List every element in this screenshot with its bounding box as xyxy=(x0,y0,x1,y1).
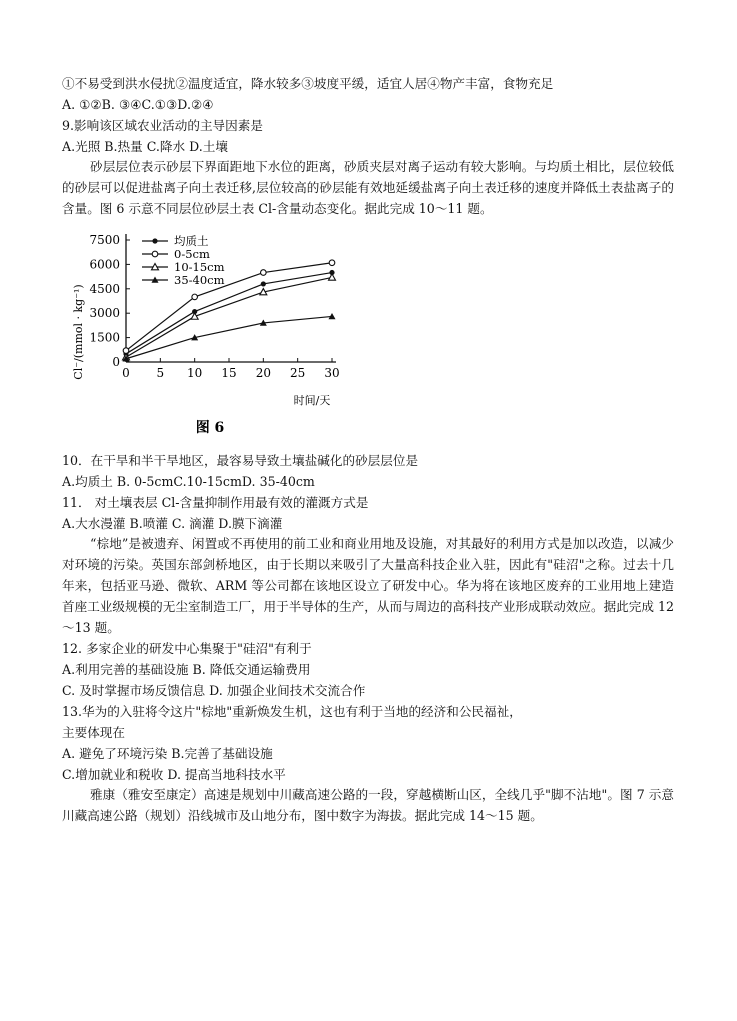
x-axis-label: 时间/天 xyxy=(293,394,331,407)
q11-stem: 11． 对土壤表层 Cl-含量抑制作用最有效的灌溉方式是 xyxy=(62,495,369,510)
legend-label: 35-40cm xyxy=(174,273,225,287)
q13-choices-row1: A. 避免了环境污染 B.完善了基础设施 xyxy=(62,746,273,761)
legend-label: 均质土 xyxy=(174,234,209,248)
q12-stem: 12. 多家企业的研发中心集聚于"硅沼"有利于 xyxy=(62,641,312,656)
series-line-2 xyxy=(126,263,332,351)
q8-options-text: ①不易受到洪水侵扰②温度适宜，降水较多③坡度平缓，适宜人居④物产丰富，食物充足 xyxy=(62,76,554,91)
q9-stem: 9.影响该区域农业活动的主导因素是 xyxy=(62,118,263,133)
q8-choices: A. ①②B. ③④C.①③D.②④ xyxy=(62,97,214,112)
x-tick-label: 30 xyxy=(324,366,340,380)
y-tick-label: 4500 xyxy=(89,281,120,296)
legend-label: 10-15cm xyxy=(174,260,225,274)
x-tick-label: 20 xyxy=(255,366,271,380)
legend-marker xyxy=(152,238,157,243)
q12-choices-row2: C. 及时掌握市场反馈信息 D. 加强企业间技术交流合作 xyxy=(62,683,366,698)
cl-content-line-chart xyxy=(62,222,352,444)
legend-marker xyxy=(152,251,158,257)
x-tick-label: 5 xyxy=(156,366,165,380)
q13-stem: 13.华为的入驻将令这片"棕地"重新焕发生机，这也有利于当地的经济和公民福祉， xyxy=(62,704,522,719)
figure-6 xyxy=(62,222,352,444)
data-point-2 xyxy=(192,294,198,300)
x-tick-label: 15 xyxy=(221,366,237,380)
x-tick-label: 25 xyxy=(290,366,306,380)
x-tick-label: 0 xyxy=(122,366,130,380)
data-point-1 xyxy=(261,281,266,286)
series-line-3 xyxy=(126,277,332,357)
y-tick-label: 3000 xyxy=(89,306,120,321)
q11-choices: A.大水漫灌 B.喷灌 C. 滴灌 D.膜下滴灌 xyxy=(62,516,283,531)
data-point-3 xyxy=(329,274,336,280)
passage-sand-layer: 砂层层位表示砂层下界面距地下水位的距离，砂质夹层对离子运动有较大影响。与均质土相比，层位较低的砂层可以促进盐离子向土表迁移,层位较高的砂层能有效地延缓盐离子向土表迁移的速度并降低土表盐离子的含量。图 6 示意不同层位砂层土表 Cl-含量动态变化。据此完成 10～11 题。 xyxy=(62,159,674,216)
passage-brownfield: “棕地”是被遗弃、闲置或不再使用的前工业和商业用地及设施，对其最好的利用方式是加以改造，以减少对环境的污染。英国东部剑桥地区，由于长期以来吸引了大量高科技企业入驻，因此有"硅沼"之称。过去十几年来，包括亚马逊、微软、ARM 等公司都在该地区设立了研发中心。华为将在该地区废弃的工业用地上建造首座工业级规模的无尘室制造工厂，用于半导体的生产，从而与周边的高科技产业形成联动效应。据此完成 12 ～13 题。 xyxy=(62,536,674,635)
passage-yakang-highway: 雅康（雅安至康定）高速是规划中川藏高速公路的一段，穿越横断山区，全线几乎"脚不沾地"。图 7 示意川藏高速公路（规划）沿线城市及山地分布，图中数字为海拔。据此完成 14～15 题。 xyxy=(62,787,674,823)
data-point-2 xyxy=(261,270,267,276)
series-line-4 xyxy=(126,316,332,358)
legend-label: 0-5cm xyxy=(174,247,210,261)
y-axis-label: Cl⁻/(mmol · kg⁻¹) xyxy=(72,284,85,380)
q9-choices: A.光照 B.热量 C.降水 D.土壤 xyxy=(62,139,228,154)
y-tick-label: 0 xyxy=(112,355,120,369)
x-tick-label: 10 xyxy=(187,366,203,380)
q13-stem-continued: 主要体现在 xyxy=(62,725,125,740)
q12-choices-row1: A.利用完善的基础设施 B. 降低交通运输费用 xyxy=(62,662,311,677)
y-tick-label: 1500 xyxy=(89,330,120,345)
q13-choices-row2: C.增加就业和税收 D. 提高当地科技水平 xyxy=(62,767,286,782)
figure-caption: 图 6 xyxy=(195,420,225,436)
q10-stem: 10．在干旱和半干旱地区，最容易导致土壤盐碱化的砂层层位是 xyxy=(62,453,419,468)
y-tick-label: 6000 xyxy=(89,257,120,272)
q10-choices: A.均质土 B. 0-5cmC.10-15cmD. 35-40cm xyxy=(62,474,315,489)
data-point-2 xyxy=(329,260,335,266)
y-tick-label: 7500 xyxy=(89,233,120,247)
